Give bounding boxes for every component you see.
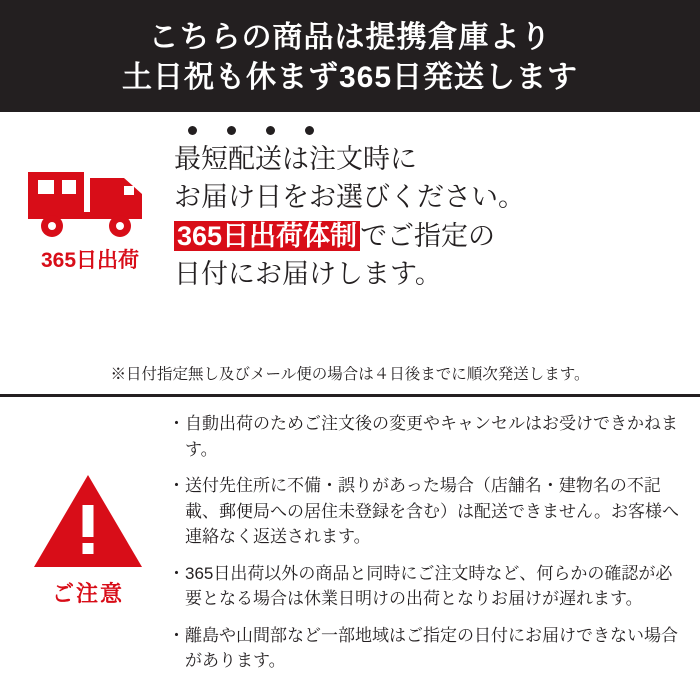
truck-block [10,126,170,274]
warning-caption: ご注意 [51,581,124,606]
delivery-line-3-rest: でご指定の [360,220,496,251]
list-item [168,623,688,674]
dot-1 [188,126,197,135]
warning-triangle-icon [30,471,146,571]
delivery-body [0,112,700,362]
caution-item-text: 離島や山間部など一部地域はご指定の日付にお届けできない場合があります。 [185,625,678,670]
caution-item-text: 365日出荷以外の商品と同時にご注文時など、何らかの確認が必要となる場合は休業日明けの出荷となりお届けが遅れます。 [185,563,673,608]
caution-item-text: 自動出荷のためご注文後の変更やキャンセルはお受けできかねます。 [185,414,678,459]
banner-header [0,0,700,112]
delivery-note: ※日付指定無し及びメール便の場合は４日後までに順次発送します。 [110,366,590,383]
decorative-dots [174,126,690,135]
bullet-icon: ・ [168,625,185,645]
dot-4 [305,126,314,135]
list-item [168,411,688,462]
caution-section [0,397,700,700]
delivery-line-4: 日付にお届けします。 [174,258,442,289]
delivery-highlight: 365日出荷体制 [174,221,360,251]
header-line-1: こちらの商品は提携倉庫より [148,21,552,55]
bullet-icon: ・ [168,414,185,433]
delivery-section [0,112,700,397]
delivery-line-1: 最短配送は注文時に [174,144,417,174]
list-item [168,561,688,612]
truck-icon [24,164,156,238]
bullet-icon: ・ [168,476,185,495]
delivery-line-2: お届け日をお選びください。 [174,182,525,213]
caution-list [168,409,688,692]
warning-block [8,409,168,692]
dot-2 [227,126,236,135]
list-item [168,473,688,550]
dot-3 [266,126,275,135]
bullet-icon: ・ [168,563,185,583]
truck-caption: 365日出荷 [40,249,140,272]
caution-item-text: 送付先住所に不備・誤りがあった場合（店舗名・建物名の不記載、郵便局への居住未登録を含む）は配送できません。お客様へ連絡なく返送されます。 [185,476,680,546]
header-line-2: 土日祝も休まず365日発送します [121,61,579,94]
delivery-line-3 [174,217,690,255]
delivery-text-block [170,126,690,293]
